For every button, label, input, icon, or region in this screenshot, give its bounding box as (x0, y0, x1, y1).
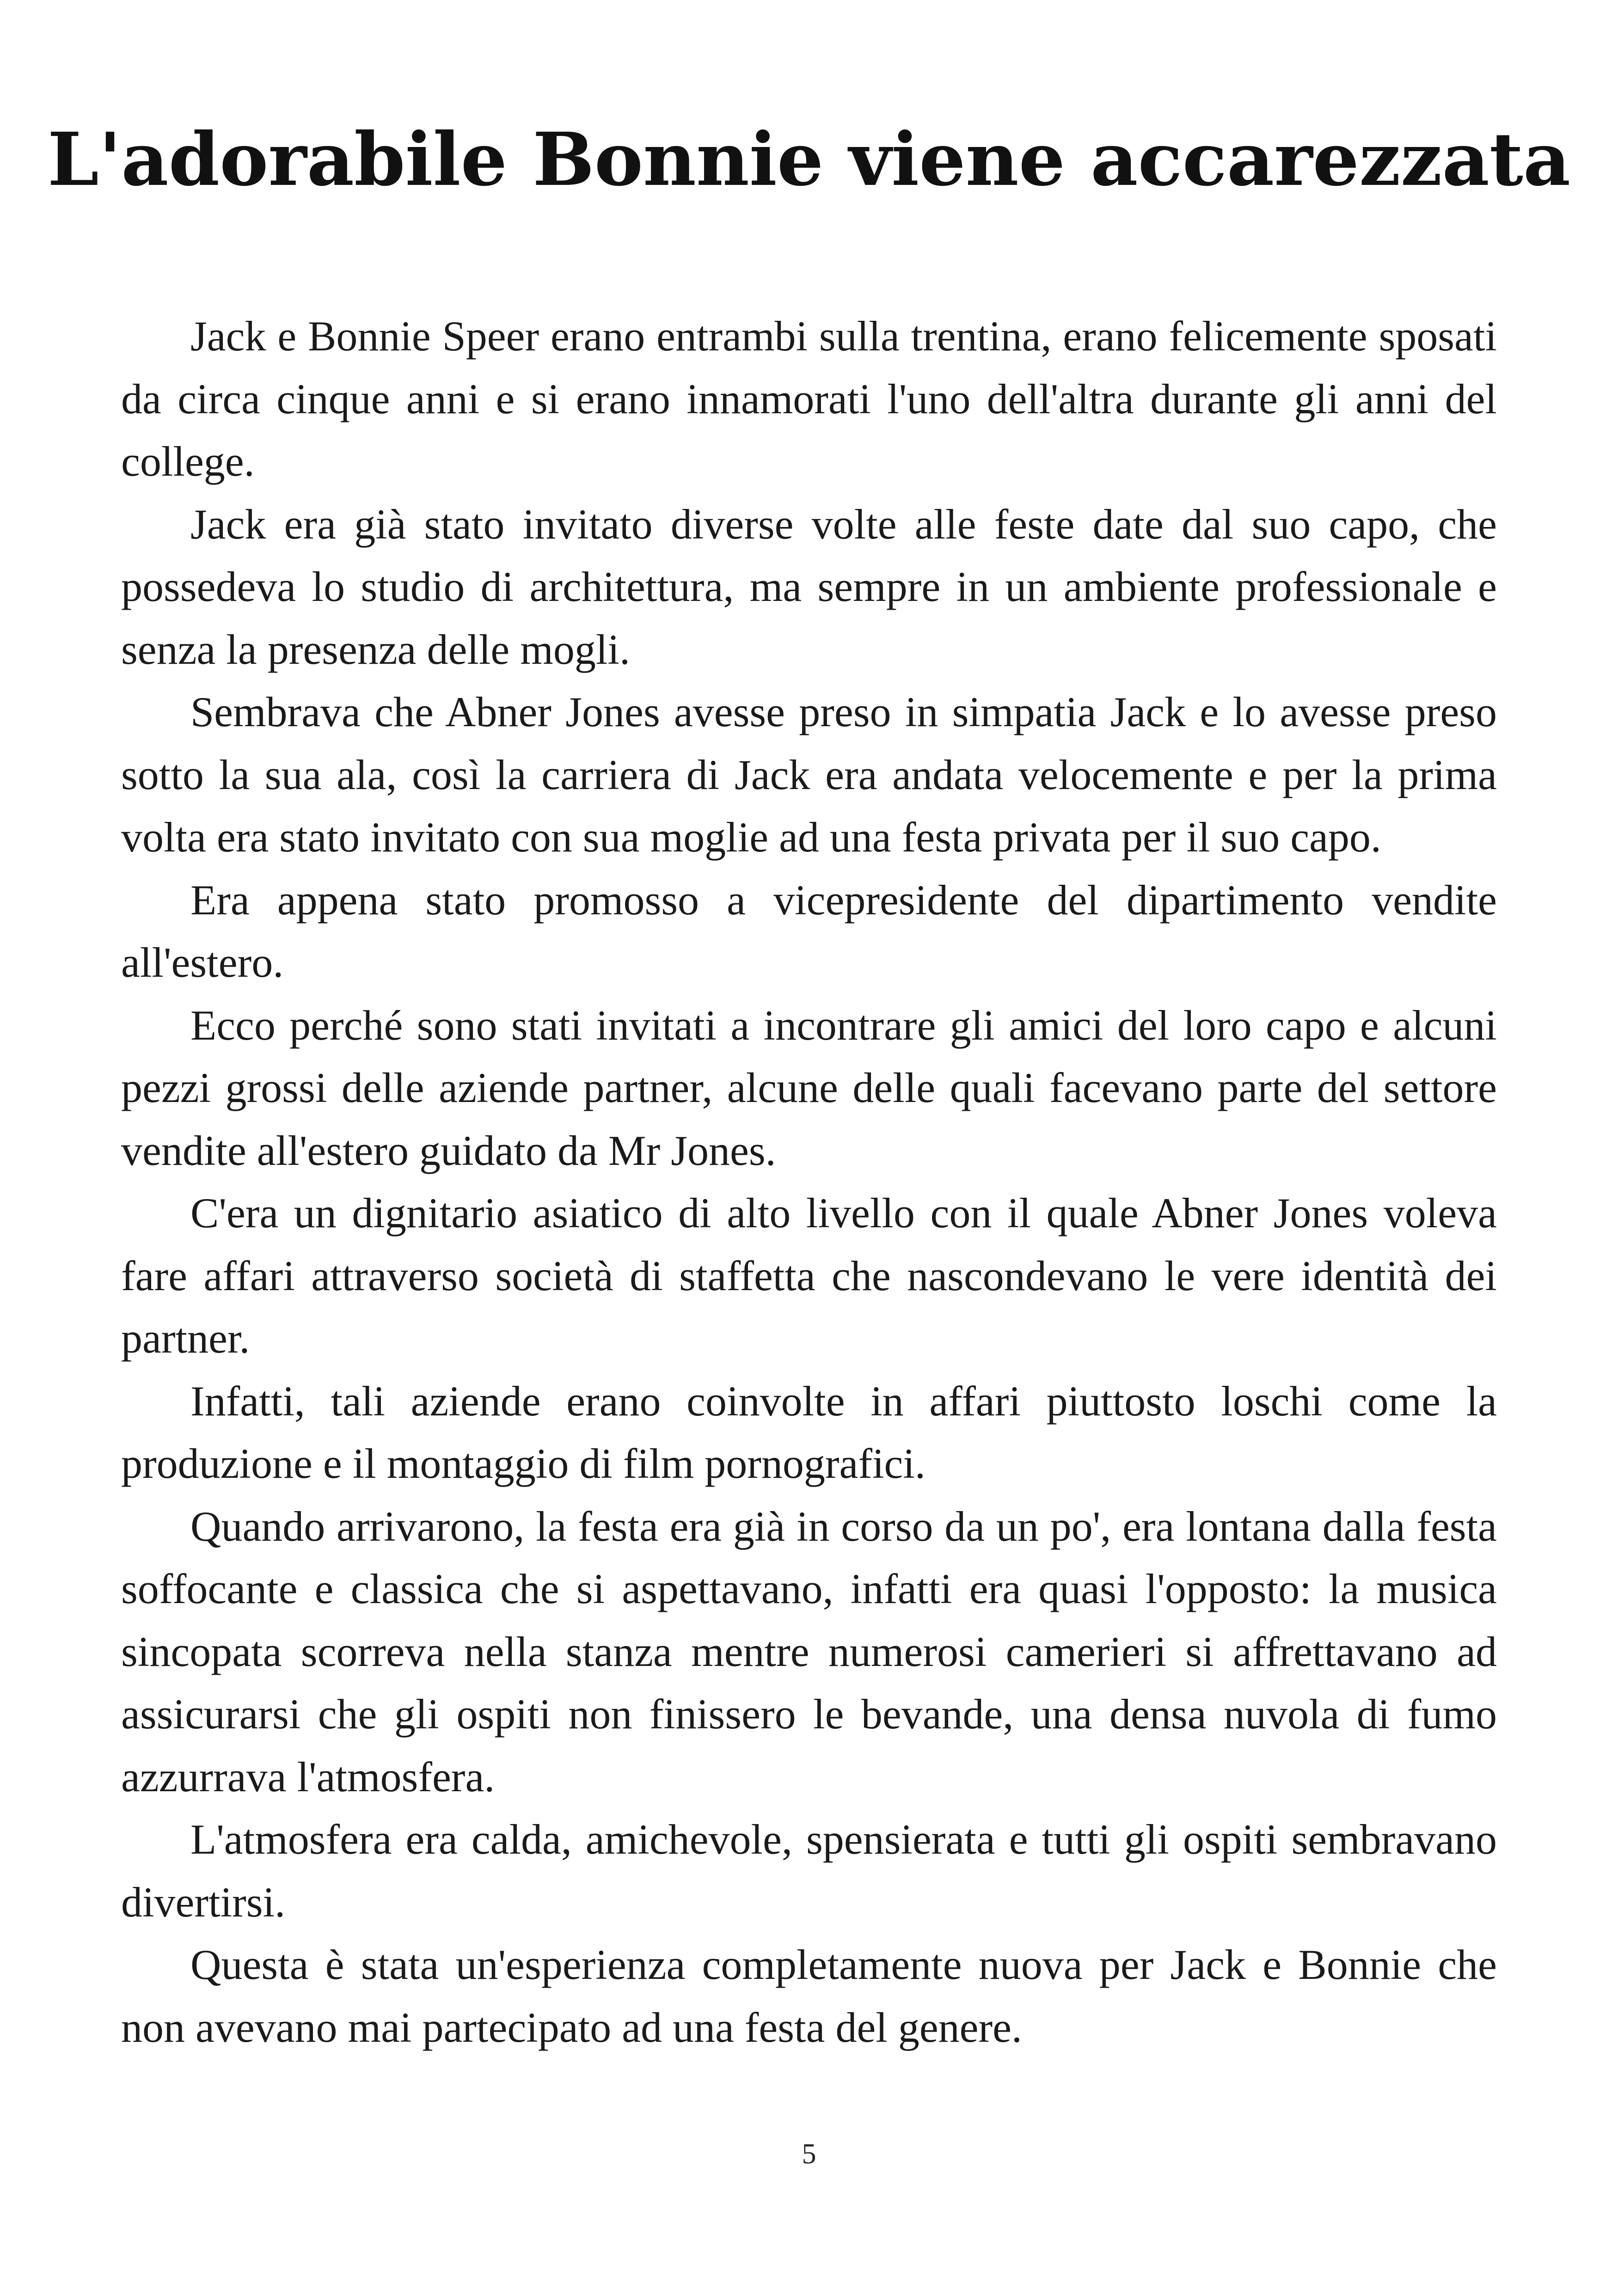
chapter-title: L'adorabile Bonnie viene accarezzata (47, 117, 1571, 202)
paragraph: Jack e Bonnie Speer erano entrambi sulla trentina, erano felicemente sposati da circa cinque anni e si erano innamorati l'uno dell'altra durante gli anni del college. (121, 312, 1497, 485)
paragraph: Jack era già stato invitato diverse volte alle feste date dal suo capo, che possedeva lo studio di architettura, ma sempre in un ambiente professionale e senza la presenza delle mogli. (121, 500, 1497, 673)
paragraph: C'era un dignitario asiatico di alto livello con il quale Abner Jones voleva fare affari attraverso società di staffetta che nascondevano le vere identità dei partner. (121, 1189, 1497, 1362)
page-number: 5 (802, 2138, 816, 2170)
body-text (121, 305, 1497, 2059)
paragraph: Quando arrivarono, la festa era già in corso da un po', era lontana dalla festa soffocante e classica che si aspettavano, infatti era quasi l'opposto: la musica sincopata scorreva nella stanza mentre numerosi camerieri si affrettavano ad assicurarsi che gli ospiti non finissero le bevande, una densa nuvola di fumo azzurrava l'atmosfera. (121, 1502, 1497, 1800)
paragraph: Infatti, tali aziende erano coinvolte in affari piuttosto loschi come la produzione e il montaggio di film pornografici. (121, 1377, 1497, 1487)
paragraph: Era appena stato promosso a vicepresidente del dipartimento vendite all'estero. (121, 876, 1497, 986)
paragraph: Questa è stata un'esperienza completamente nuova per Jack e Bonnie che non avevano mai partecipato ad una festa del genere. (121, 1941, 1497, 2051)
paragraph: Ecco perché sono stati invitati a incontrare gli amici del loro capo e alcuni pezzi grossi delle aziende partner, alcune delle quali facevano parte del settore vendite all'estero guidato da Mr Jones. (121, 1001, 1497, 1174)
paragraph: Sembrava che Abner Jones avesse preso in simpatia Jack e lo avesse preso sotto la sua ala, così la carriera di Jack era andata velocemente e per la prima volta era stato invitato con sua moglie ad una festa privata per il suo capo. (121, 688, 1497, 861)
paragraph: L'atmosfera era calda, amichevole, spensierata e tutti gli ospiti sembravano divertirsi. (121, 1816, 1497, 1926)
